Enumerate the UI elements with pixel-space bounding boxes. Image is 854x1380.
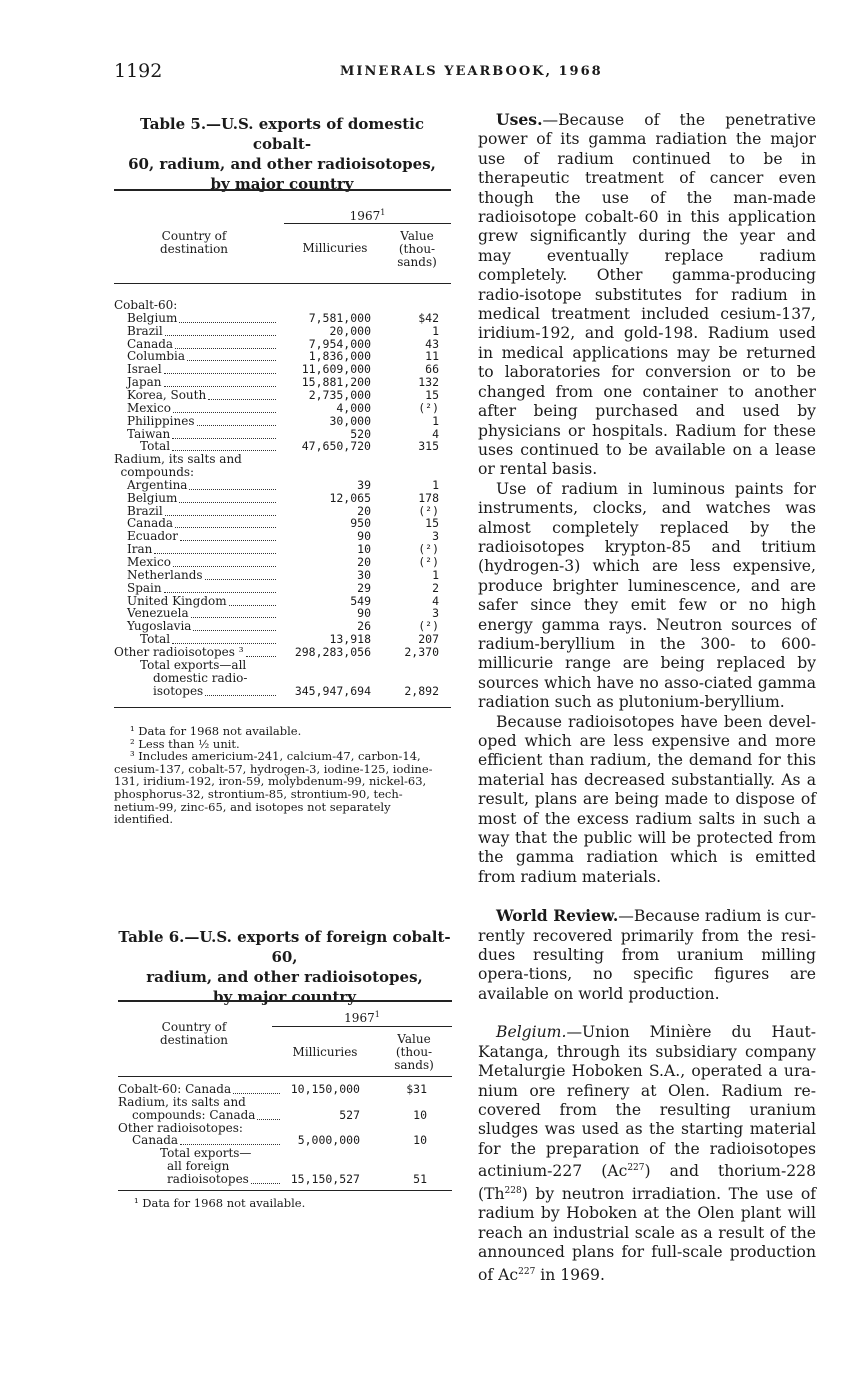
millicuries-cell: 12,065 xyxy=(329,490,371,505)
row-leader xyxy=(197,415,276,426)
millicuries-cell: 520 xyxy=(350,426,371,441)
table-row xyxy=(114,646,451,659)
table-row xyxy=(114,659,451,672)
value-cell: (²) xyxy=(418,542,439,557)
row-leader xyxy=(205,569,276,580)
millicuries-cell: 13,918 xyxy=(329,632,371,647)
value-cell: (²) xyxy=(418,503,439,518)
row-label: Israel xyxy=(127,362,162,377)
row-label: compounds: xyxy=(120,465,195,480)
value-cell: 10 xyxy=(413,1133,427,1148)
millicuries-cell: 527 xyxy=(339,1107,360,1122)
belgium-paragraph: Belgium.—Union Minière du Haut-Katanga, through its subsidiary company Metalurgie Hoboken S.A., operated a ura-nium ore refinery at Olen. Radium re-covered from the resulting uranium sludges was used as the starting material for the preparation of the radioisotopes actinium-227 (Ac$^{227}$) and thorium-228 (Th$^{228}$) by neutron irradiation. The use of radium by Hoboken at the Olen plant will reach an industrial scale as a result of the announced plans for full-scale production of Ac$^{227}$ in 1969. xyxy=(478,1023,816,1284)
row-label: compounds: Canada xyxy=(132,1107,256,1122)
page-number: 1192 xyxy=(114,60,163,82)
value-cell: 2 xyxy=(432,580,439,595)
uses-heading: Uses. xyxy=(496,110,543,129)
row-label: Belgium xyxy=(127,490,178,505)
value-cell: 66 xyxy=(425,362,439,377)
table-row xyxy=(114,479,451,492)
row-leader xyxy=(172,440,276,451)
row-label: United Kingdom xyxy=(127,593,227,608)
table-row xyxy=(114,363,451,376)
row-label: Spain xyxy=(127,580,162,595)
row-leader xyxy=(154,543,276,554)
row-leader xyxy=(193,620,276,631)
row-leader xyxy=(165,505,276,516)
table-row xyxy=(114,325,451,338)
row-leader xyxy=(179,312,276,323)
value-cell: (²) xyxy=(418,619,439,634)
row-label: domestic radio- xyxy=(153,670,248,685)
row-label: Taiwan xyxy=(127,426,171,441)
row-label: Total xyxy=(140,439,171,454)
row-leader xyxy=(208,389,276,400)
value-cell: (²) xyxy=(418,400,439,415)
table6-col-country: Country of destination xyxy=(159,1020,229,1047)
table6-top-rule xyxy=(118,1000,452,1002)
row-leader xyxy=(173,402,276,413)
row-leader xyxy=(179,492,276,503)
row-leader xyxy=(165,325,276,336)
row-label: Radium, its salts and xyxy=(118,1094,246,1109)
table-row xyxy=(118,1173,452,1186)
world-review-paragraph: World Review.—Because radium is cur-rently recovered primarily from the resi-dues resulting from uranium milling opera-tions, no specific figures are available on world production. xyxy=(478,906,816,1003)
row-label: Total exports—all xyxy=(140,657,247,672)
table-row xyxy=(114,466,451,479)
table-row xyxy=(114,415,451,428)
row-label: Cobalt-60: xyxy=(114,298,178,312)
right-column xyxy=(478,110,816,1285)
table-row xyxy=(114,492,451,505)
row-label: Other radioisotopes ³ xyxy=(114,644,244,659)
table6-header-rule xyxy=(118,1076,452,1077)
table6-col-millicuries: Millicuries xyxy=(292,1045,358,1059)
value-cell: $42 xyxy=(418,310,439,325)
millicuries-cell: 90 xyxy=(357,606,371,621)
table-row xyxy=(114,376,451,389)
millicuries-cell: 15,150,527 xyxy=(290,1171,360,1186)
millicuries-cell: 15,881,200 xyxy=(301,375,371,390)
table-row xyxy=(114,569,451,582)
row-label: Total xyxy=(140,632,171,647)
row-label: Canada xyxy=(132,1133,179,1148)
row-label: Korea, South xyxy=(127,387,207,402)
row-leader xyxy=(205,685,276,696)
row-leader xyxy=(229,595,276,606)
table-row xyxy=(114,312,451,325)
table6-caption: Table 6.—U.S. exports of foreign cobalt-60, radium, and other radioisotopes, by major country xyxy=(118,928,451,1006)
row-leader xyxy=(246,646,276,657)
row-leader xyxy=(172,428,276,439)
millicuries-cell: 20,000 xyxy=(329,323,371,338)
row-leader xyxy=(173,556,276,567)
table-row xyxy=(114,685,451,698)
table5-col-value: Value (thou- sands) xyxy=(397,229,437,269)
value-cell: 4 xyxy=(432,426,439,441)
millicuries-cell: 2,735,000 xyxy=(308,387,371,402)
table6-footnote: ¹ Data for 1968 not available. xyxy=(134,1196,306,1210)
row-label: Cobalt-60: Canada xyxy=(118,1082,232,1096)
value-cell: 10 xyxy=(413,1107,427,1122)
millicuries-cell: 20 xyxy=(357,503,371,518)
row-label: Radium, its salts and xyxy=(114,452,242,467)
row-leader xyxy=(191,607,276,618)
value-cell: 1 xyxy=(432,413,439,428)
millicuries-cell: 549 xyxy=(350,593,371,608)
row-label: isotopes xyxy=(153,683,204,698)
running-title: MINERALS YEARBOOK, 1968 xyxy=(340,64,603,79)
table-row xyxy=(114,530,451,543)
row-label: Iran xyxy=(127,542,153,557)
value-cell: $31 xyxy=(406,1082,427,1096)
row-leader xyxy=(180,530,276,541)
table-row xyxy=(118,1109,452,1122)
row-label: Other radioisotopes: xyxy=(118,1120,243,1135)
millicuries-cell: 20 xyxy=(357,555,371,569)
row-label: Brazil xyxy=(127,503,163,518)
row-label: Brazil xyxy=(127,323,163,338)
table-row xyxy=(114,633,451,646)
row-label: Yugoslavia xyxy=(127,619,192,634)
table6-year-rule xyxy=(272,1026,452,1027)
table5-header-rule xyxy=(114,283,451,284)
millicuries-cell: 1,836,000 xyxy=(308,349,371,364)
row-label: Total exports— xyxy=(160,1146,252,1161)
millicuries-cell: 10 xyxy=(357,542,371,557)
radioisotopes-paragraph: Because radioisotopes have been devel-oped which are less expensive and more efficient than radium, the demand for this material has decreased substantially. As a result, plans are being made to dispose of most of the excess radium salts in such a way that the public will be protected from the gamma radiation which is emitted from radium materials. xyxy=(478,712,816,886)
row-label: Argentina xyxy=(127,477,188,492)
row-label: Canada xyxy=(127,516,174,531)
row-leader xyxy=(257,1109,280,1120)
millicuries-cell: 30,000 xyxy=(329,413,371,428)
table-row xyxy=(118,1160,452,1173)
table6-col-value: Value (thou- sands) xyxy=(394,1032,434,1072)
value-cell: 11 xyxy=(425,349,439,364)
millicuries-cell: 950 xyxy=(350,516,371,531)
row-leader xyxy=(175,517,276,528)
value-cell: 315 xyxy=(418,439,439,454)
value-cell: 15 xyxy=(425,387,439,402)
value-cell: 3 xyxy=(432,606,439,621)
table-row xyxy=(114,402,451,415)
table5-bottom-rule xyxy=(114,707,451,708)
table-row xyxy=(118,1083,452,1096)
value-cell: 2,892 xyxy=(404,683,439,698)
millicuries-cell: 29 xyxy=(357,580,371,595)
row-label: Mexico xyxy=(127,555,171,569)
millicuries-cell: 90 xyxy=(357,529,371,544)
value-cell: 43 xyxy=(425,336,439,351)
row-label: Columbia xyxy=(127,349,186,364)
value-cell: 1 xyxy=(432,477,439,492)
table-row xyxy=(114,350,451,363)
value-cell: 3 xyxy=(432,529,439,544)
millicuries-cell: 5,000,000 xyxy=(297,1133,360,1148)
millicuries-cell: 298,283,056 xyxy=(294,644,371,659)
table-row xyxy=(114,556,451,569)
millicuries-cell: 39 xyxy=(357,477,371,492)
value-cell: 2,370 xyxy=(404,644,439,659)
belgium-heading: Belgium. xyxy=(496,1023,567,1042)
row-label: Mexico xyxy=(127,400,171,415)
table5-caption: Table 5.—U.S. exports of domestic cobalt- 60, radium, and other radioisotopes, by major country xyxy=(128,115,436,193)
millicuries-cell: 10,150,000 xyxy=(290,1082,360,1096)
row-label: Ecuador xyxy=(127,529,179,544)
row-leader xyxy=(251,1173,280,1184)
millicuries-cell: 47,650,720 xyxy=(301,439,371,454)
table6-bottom-rule xyxy=(118,1190,452,1191)
row-label: Philippines xyxy=(127,413,195,428)
row-label: radioisotopes xyxy=(167,1171,249,1186)
value-cell: 4 xyxy=(432,593,439,608)
table5-top-rule xyxy=(114,189,451,191)
millicuries-cell: 7,954,000 xyxy=(308,336,371,351)
row-leader xyxy=(172,633,276,644)
millicuries-cell: 30 xyxy=(357,567,371,582)
table5-footnotes: ¹ Data for 1968 not available. ² Less than ½ unit. ³ Includes americium-241, calcium-47, carbon-14, cesium-137, cobalt-57, hydrogen-3, iodine-125, iodine- 131, iridium-192, iron-59, molybdenum-99, nickel-63, phosphorus-32, strontium-85, strontium-90, tech- netium-99, zinc-65, and isotopes not separately identified. xyxy=(114,724,433,827)
row-label: Netherlands xyxy=(127,567,203,582)
uses-paragraph: Uses.—Because of the penetrative power of its gamma radiation the major use of radium continued to be in therapeutic treatment of cancer even though the use of the man-made radioisotope cobalt-60 in this application grew significantly during the year and may eventually replace radium completely. Other gamma-producing radio-isotope substitutes for radium in medical treatment included cesium-137, iridium-192, and gold-198. Radium used in medical applications may be returned to laboratories for conversion or to be changed from one container to another after being purchased and used by physicians or hospitals. Radium for these uses continued to be available on a lease or rental basis. xyxy=(478,110,816,479)
millicuries-cell: 7,581,000 xyxy=(308,310,371,325)
value-cell: 1 xyxy=(432,567,439,582)
table5-col-country: Country of destination xyxy=(159,229,229,256)
table-row xyxy=(114,582,451,595)
row-leader xyxy=(233,1083,280,1094)
value-cell: 207 xyxy=(418,632,439,647)
value-cell: 15 xyxy=(425,516,439,531)
row-label: Canada xyxy=(127,336,174,351)
row-label: Japan xyxy=(127,375,162,390)
value-cell: 1 xyxy=(432,323,439,338)
table-row xyxy=(114,299,451,312)
value-cell: 178 xyxy=(418,490,439,505)
millicuries-cell: 4,000 xyxy=(336,400,371,415)
table-row xyxy=(114,672,451,685)
luminous-paragraph: Use of radium in luminous paints for instruments, clocks, and watches was almost completely replaced by the radioisotopes krypton-85 and tritium (hydrogen-3) which are less expensive, produce brighter luminescence, and are safer since they emit few or no high energy gamma rays. Neutron sources of radium-beryllium in the 300- to 600-millicurie range are being replaced by sources which have no asso-ciated gamma radiation such as plutonium-beryllium. xyxy=(478,479,816,712)
row-leader xyxy=(187,350,276,361)
row-label: Belgium xyxy=(127,310,178,325)
millicuries-cell: 26 xyxy=(357,619,371,634)
value-cell: 132 xyxy=(418,375,439,390)
row-leader xyxy=(164,363,276,374)
row-leader xyxy=(164,582,276,593)
row-leader xyxy=(164,376,276,387)
value-cell: (²) xyxy=(418,555,439,569)
world-review-heading: World Review. xyxy=(496,906,619,926)
table5-year-header: 1967$^1$ xyxy=(349,208,386,223)
table-row xyxy=(114,389,451,402)
table6-year-header: 1967$^1$ xyxy=(344,1010,380,1025)
table5-year-rule xyxy=(284,223,451,224)
millicuries-cell: 345,947,694 xyxy=(294,683,371,698)
table5-col-millicuries: Millicuries xyxy=(302,241,368,255)
millicuries-cell: 11,609,000 xyxy=(301,362,371,377)
row-leader xyxy=(180,1134,280,1145)
row-label: all foreign xyxy=(167,1159,230,1174)
row-label: Venezuela xyxy=(127,606,189,621)
row-leader xyxy=(189,479,276,490)
table-row xyxy=(118,1096,452,1109)
value-cell: 51 xyxy=(413,1171,427,1186)
row-leader xyxy=(175,338,276,349)
